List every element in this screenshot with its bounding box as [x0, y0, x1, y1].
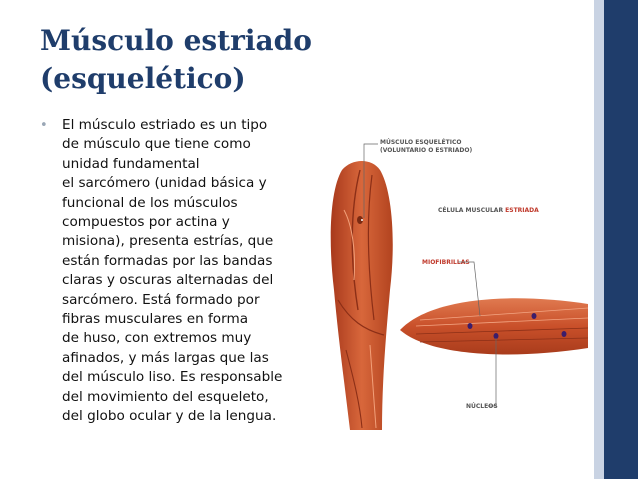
title-line-1: Músculo estriado [40, 24, 312, 57]
body-line: del movimiento del esqueleto, [62, 388, 269, 405]
label-myofibrils: MIOFIBRILLAS [422, 259, 470, 266]
body-line: misiona), presenta estrías, que [62, 233, 274, 250]
label-cell [438, 206, 539, 214]
body-line: del globo ocular y de la lengua. [62, 408, 277, 425]
body-line: unidad fundamental [62, 155, 200, 172]
label-cell-prefix: CÉLULA MUSCULAR [438, 207, 504, 214]
body-paragraph [62, 116, 322, 427]
slide-title [40, 22, 340, 98]
body-line: sarcómero. Está formado por [62, 291, 260, 308]
body-line: de músculo que tiene como [62, 136, 251, 153]
label-cell-highlight: ESTRIADA [505, 207, 539, 214]
label-nuclei: NÚCLEOS [466, 403, 498, 410]
side-bar-stripe [594, 0, 604, 479]
body-line: funcional de los músculos [62, 194, 238, 211]
body-line: de huso, con extremos muy [62, 330, 252, 347]
body-line: El músculo estriado es un tipo [62, 117, 268, 133]
body-line: fibras musculares en forma [62, 311, 249, 328]
slide-side-bar [594, 0, 638, 479]
body-line: del músculo liso. Es responsable [62, 369, 283, 386]
arm-muscle-drawing [331, 161, 393, 430]
slide-body [40, 116, 322, 427]
body-line: el sarcómero (unidad básica y [62, 175, 267, 192]
body-line: afinados, y más largas que las [62, 349, 269, 366]
body-line: compuestos por actina y [62, 214, 230, 231]
body-line: claras y oscuras alternadas del [62, 272, 274, 289]
label-muscle-line-1: MÚSCULO ESQUELÉTICO [380, 139, 462, 146]
muscle-fiber-drawing [400, 298, 588, 354]
bullet-icon: • [40, 118, 48, 133]
label-muscle-line-2: (VOLUNTARIO O ESTRIADO) [380, 147, 473, 154]
title-line-2: (esquelético) [40, 62, 246, 95]
body-line: están formadas por las bandas [62, 252, 273, 269]
muscle-illustration [320, 130, 592, 460]
